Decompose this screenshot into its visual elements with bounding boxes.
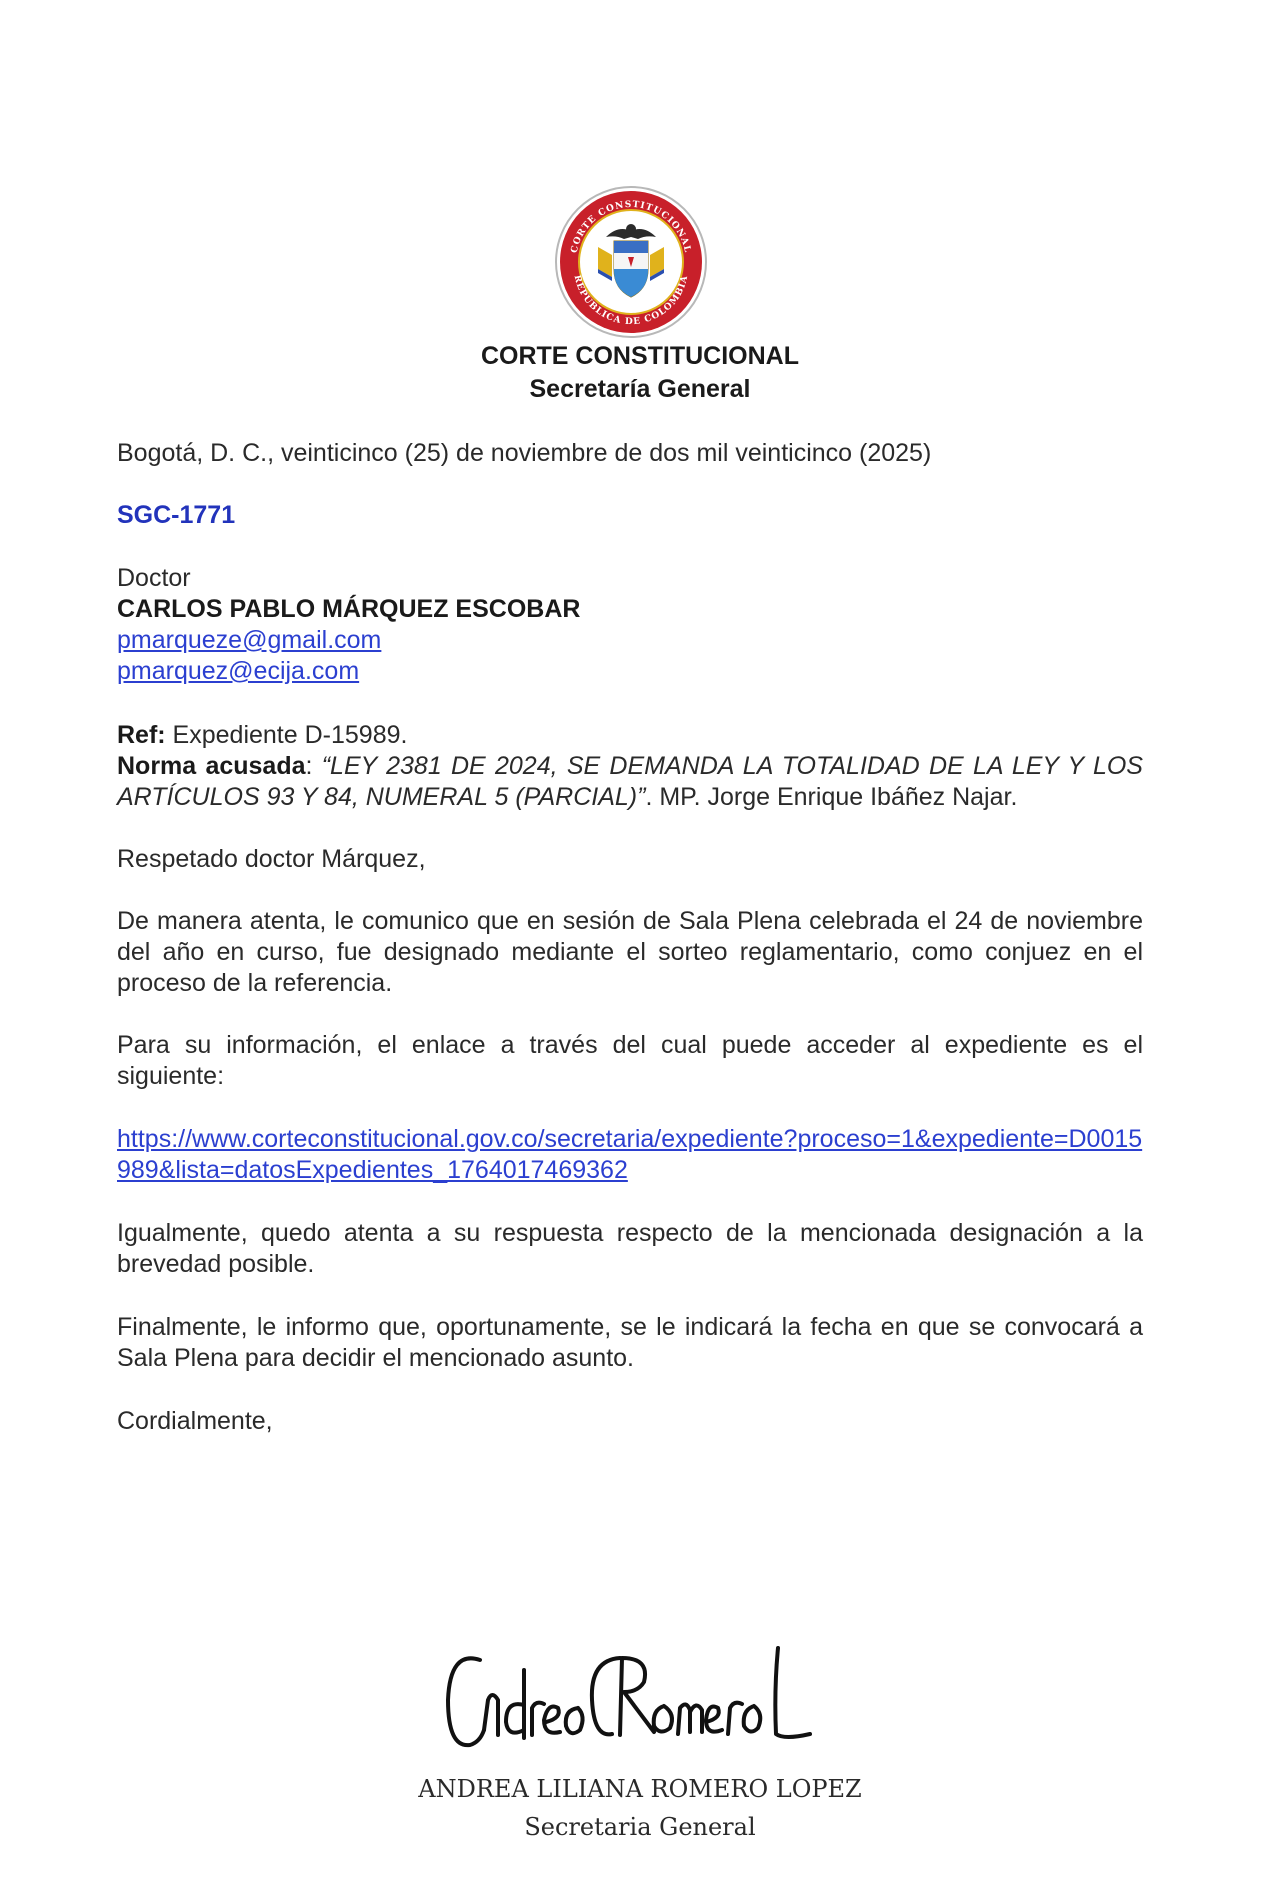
- paragraph-final: Finalmente, le informo que, oportunamente, se le indicará la fecha en que se convocará a Sala Plena para decidir el mencionado asunto.: [117, 1313, 1143, 1372]
- norma-label: Norma acusada: [117, 752, 306, 780]
- signer-name: ANDREA LILIANA ROMERO LOPEZ: [418, 1775, 862, 1803]
- paragraph-response: Igualmente, quedo atenta a su respuesta respecto de la mencionada designación a la brevedad posible.: [117, 1219, 1143, 1278]
- svg-text:CORTE CONSTITUCIONAL: CORTE CONSTITUCIONAL: [569, 199, 693, 255]
- department-name: Secretaría General: [529, 375, 751, 403]
- signer-block: [0, 1770, 1280, 1846]
- letterhead: [0, 340, 1280, 406]
- expediente-link-block: [117, 1124, 1143, 1186]
- svg-text:REPUBLICA DE COLOMBIA: REPUBLICA DE COLOMBIA: [571, 274, 691, 328]
- closing: Cordialmente,: [117, 1407, 273, 1435]
- norma-quote: “LEY 2381 DE 2024, SE DEMANDA LA TOTALIDAD DE LA LEY Y LOS ARTÍCULOS 93 Y 84, NUMERAL 5 (PARCIAL)”: [117, 752, 1143, 811]
- handwritten-signature: [440, 1630, 820, 1760]
- recipient-email-2[interactable]: pmarquez@ecija.com: [117, 657, 360, 685]
- reference-block: [117, 720, 1143, 813]
- corte-constitucional-seal: [554, 185, 708, 339]
- recipient-title: Doctor: [117, 564, 191, 592]
- expediente-link[interactable]: https://www.corteconstitucional.gov.co/secretaria/expediente?proceso=1&expediente=D0015989&lista=datosExpedientes_1764017469362: [117, 1125, 1143, 1184]
- recipient-email-1[interactable]: pmarqueze@gmail.com: [117, 626, 382, 654]
- norma-colon: :: [305, 752, 322, 780]
- institution-name: CORTE CONSTITUCIONAL: [480, 342, 800, 370]
- norma-tail: . MP. Jorge Enrique Ibáñez Najar.: [645, 783, 1018, 811]
- signer-role: Secretaria General: [524, 1813, 756, 1841]
- date-line: Bogotá, D. C., veinticinco (25) de noviembre de dos mil veinticinco (2025): [117, 439, 932, 467]
- ref-label: Ref:: [117, 721, 166, 749]
- recipient-name: CARLOS PABLO MÁRQUEZ ESCOBAR: [117, 595, 581, 623]
- reference-code: SGC-1771: [117, 501, 236, 529]
- recipient-block: [117, 563, 1143, 687]
- paragraph-designation: De manera atenta, le comunico que en sesión de Sala Plena celebrada el 24 de noviembre del año en curso, fue designado mediante el sorteo reglamentario, como conjuez en el proceso de la referencia.: [117, 907, 1143, 997]
- greeting: Respetado doctor Márquez,: [117, 845, 426, 873]
- paragraph-link-intro: Para su información, el enlace a través del cual puede acceder al expediente es el siguiente:: [117, 1031, 1143, 1090]
- ref-value: Expediente D-15989.: [165, 721, 408, 749]
